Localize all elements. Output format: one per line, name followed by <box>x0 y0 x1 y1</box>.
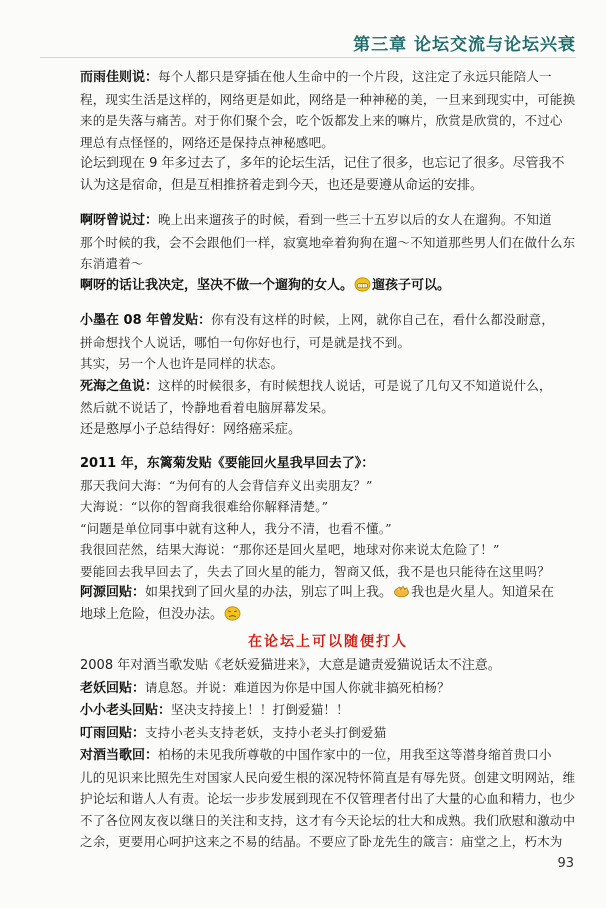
page-number: 93 <box>557 856 574 871</box>
text-line: 儿的见识来比照先生对国家人民向爱生根的深况特怀简直是有辱先贤。创建文明网站，维 <box>80 769 576 785</box>
text-line: 不了各位网友夜以继日的关注和支持，这才有今天论坛的壮大和成熟。我们欣慰和激动中 <box>80 812 576 828</box>
text-line: 来的是失落与痛苦。对于你们聚个会，吃个饭都发上来的嘛片，欣赏是欣赏的，不过心 <box>80 113 563 128</box>
text-line: 论坛到现在 9 年多过去了，多年的论坛生活，记住了很多，也忘记了很多。尽管我不 <box>80 156 565 171</box>
text-line: 理总有点怪怪的，网络还是保持点神秘感吧。 <box>80 134 335 150</box>
text-line: 老妖回贴：请息怒。并说：难道因为你是中国人你就非搞死柏杨？ <box>80 679 450 696</box>
grin-emoji-icon <box>354 277 371 292</box>
text-line: 之余，更要用心呵护这来之不易的结晶。不要应了卧龙先生的箴言：庙堂之上，朽木为 <box>80 834 563 849</box>
text-line: 认为这是宿命，但是互相推挤着走到今天，也还是要遵从命运的安排。 <box>80 177 484 193</box>
text-line: 程，现实生活是这样的，网络更是如此，网络是一种神秘的美，一旦来到现实中，可能换 <box>80 91 576 107</box>
paragraph-gap <box>80 296 576 309</box>
text-line: 叮雨回贴：支持小老头支持老妖，支持小老头打倒爱猫 <box>80 724 387 741</box>
text-line: 那个时候的我，会不会跟他们一样，寂寞地牵着狗狗在遛～不知道那些男人们在做什么东 <box>80 234 576 250</box>
text-line: 东消遣着～ <box>80 256 144 271</box>
text-line: 地球上危险，但没办法。 <box>80 604 576 626</box>
text-line: 2011 年，东篱菊发贴《要能回火星我早回去了》： <box>80 456 375 471</box>
text-line: 护论坛和谐人人有责。论坛一步步发展到现在不仅管理者付出了大量的心血和精力，也少 <box>80 791 576 806</box>
text-line: 其实，另一个人也许是同样的状态。 <box>80 356 284 371</box>
paragraph-gap <box>80 440 576 453</box>
paragraph-gap <box>80 196 576 209</box>
text-line: 2008 年对酒当歌发贴《老妖爱猫进来》，大意是谴责爱猫说话太不注意。 <box>80 658 501 673</box>
text-line: 阿源回贴：如果找到了回火星的办法，别忘了叫上我。 我也是火星人。知道呆在 <box>80 585 555 600</box>
text-line: 大海说：“以你的智商我很难给你解释清楚。” <box>80 499 329 514</box>
page-body <box>80 66 576 853</box>
text-line: 要能回去我早回去了，失去了回火星的能力，智商又低，我不是也只能待在这里吗？ <box>80 563 550 579</box>
text-line: 拼命想找个人说话，哪怕一句你好也行，可是就是找不到。 <box>80 334 411 350</box>
text-line: 小墨在 08 年曾发贴：你有没有这样的时候，上网，就你自己在，看什么都没耐意， <box>80 312 555 328</box>
text-line: 啊呀的话让我决定，坚决不做一个遛狗的女人。 遛孩子可以。 <box>80 277 451 293</box>
text-line: 我很回茫然，结果大海说：“那你还是回火星吧，地球对你来说太危险了！” <box>80 542 500 557</box>
text-line: 死海之鱼说：这样的时候很多，有时候想找人说话，可是说了几句又不知道说什么， <box>80 377 552 394</box>
text-line: 而雨佳则说：每个人都只是穿插在他人生命中的一个片段，这注定了永远只能陪人一 <box>80 69 552 85</box>
chapter-title: 第三章 论坛交流与论坛兴衰 <box>353 35 576 55</box>
text-line: 那天我问大海：“为何有的人会背信弃义出卖朋友？” <box>80 477 373 493</box>
header-divider <box>40 57 576 58</box>
text-line: 小小老头回贴：坚决支持接上！！打倒爱猫！！ <box>80 702 349 718</box>
wave-hand-emoji-icon <box>393 584 410 599</box>
chapter-header <box>0 18 606 58</box>
text-line: “问题是单位同事中就有这种人，我分不清，也看不懂。” <box>80 520 392 536</box>
text-line: 然后就不说话了，怜静地看着电脑屏幕发呆。 <box>80 400 335 415</box>
text-line: 还是憨厚小子总结得好：网络癌采症。 <box>80 421 302 437</box>
section-title: 在论坛上可以随便打人 <box>248 634 408 650</box>
text-line: 对酒当歌回：柏杨的未见我所尊敬的中国作家中的一位，用我至这等潜身缩首贵口小 <box>80 747 552 763</box>
text-line: 啊呀曾说过：晚上出来遛孩子的时候，看到一些三十五岁以后的女人在遛狗。不知道 <box>80 212 552 228</box>
worried-emoji-icon <box>224 606 241 621</box>
